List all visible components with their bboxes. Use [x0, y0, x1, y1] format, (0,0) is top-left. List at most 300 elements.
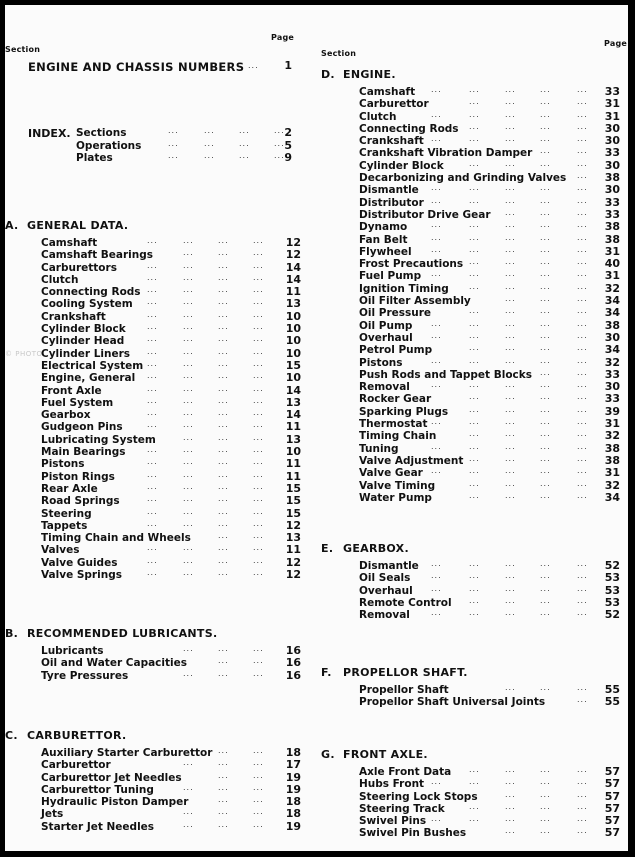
page-number: 40 [604, 257, 620, 271]
leader-dots: ... [431, 417, 442, 427]
leader-dots: ... [183, 334, 194, 344]
entry-label: Oil Filter Assembly [359, 295, 471, 308]
leader-dots: ... [253, 358, 264, 368]
page-number: 1 [284, 59, 292, 72]
leader-dots: ... [505, 765, 516, 774]
leader-dots: ... [505, 608, 516, 618]
leader-dots: ... [253, 445, 264, 455]
toc-entry[interactable] [41, 670, 301, 682]
leader-dots: ... [218, 285, 229, 295]
page-number: 14 [285, 408, 301, 422]
section-letter: D. [321, 68, 335, 81]
leader-dots: ... [469, 355, 480, 365]
leader-dots: ... [469, 121, 480, 131]
page-number: 19 [285, 782, 301, 796]
page-number: 53 [604, 571, 620, 585]
entry-label: Dismantle [359, 560, 419, 572]
leader-dots: ... [253, 469, 264, 479]
leader-dots: ... [540, 466, 551, 476]
page-column-header: Page [271, 33, 294, 42]
leader-dots: ... [183, 371, 194, 381]
entry-label: Rear Axle [41, 482, 98, 495]
leader-dots: ... [147, 358, 158, 368]
leader-dots: ... [540, 404, 551, 414]
entry-label: Fuel System [41, 396, 114, 409]
leader-dots: ... [505, 269, 516, 279]
leader-dots: ... [540, 441, 551, 451]
section-title: GEARBOX. [343, 542, 409, 555]
leader-dots: ... [218, 383, 229, 393]
leader-dots: ... [218, 656, 229, 666]
leader-dots: ... [218, 371, 229, 381]
entry-label: Oil and Water Capacities [41, 657, 187, 670]
leader-dots: ... [469, 490, 480, 500]
section-heading[interactable] [5, 729, 310, 743]
entry-label: Dismantle [359, 184, 419, 197]
leader-dots: ... [183, 432, 194, 442]
leader-dots: ... [540, 146, 551, 156]
leader-dots: ... [218, 297, 229, 307]
page-number: 33 [604, 392, 620, 406]
leader-dots: ... [469, 195, 480, 205]
leader-dots: ... [577, 158, 588, 168]
page-number: 57 [604, 765, 620, 778]
section-title: PROPELLOR SHAFT. [343, 666, 468, 679]
entry-list [359, 560, 620, 621]
leader-dots: ... [431, 608, 442, 618]
leader-dots: ... [577, 109, 588, 119]
leader-dots: ... [253, 481, 264, 491]
leader-dots: ... [505, 109, 516, 119]
leader-dots: ... [147, 568, 158, 578]
leader-dots: ... [469, 343, 480, 353]
leader-dots: ... [469, 571, 480, 581]
page-number: 13 [285, 432, 301, 446]
leader-dots: ... [253, 782, 264, 792]
leader-dots: ... [218, 644, 229, 653]
leader-dots: ... [505, 281, 516, 291]
leader-dots: ... [183, 297, 194, 307]
page-number: 33 [604, 207, 620, 221]
page-number: 32 [604, 429, 620, 443]
leader-dots: ... [577, 777, 588, 787]
entry-label: Ignition Timing [359, 282, 449, 295]
leader-dots: ... [577, 571, 588, 581]
toc-entry[interactable] [76, 152, 292, 165]
leader-dots: ... [218, 518, 229, 528]
toc-entry[interactable] [41, 821, 301, 833]
leader-dots: ... [505, 466, 516, 476]
page-number: 12 [285, 568, 301, 582]
leader-dots: ... [147, 395, 158, 405]
leader-dots: ... [239, 138, 250, 148]
leader-dots: ... [505, 294, 516, 304]
section-letter: F. [321, 666, 332, 679]
leader-dots: ... [248, 61, 259, 70]
entry-label: Plates [76, 152, 113, 164]
page-number: 11 [285, 457, 301, 471]
leader-dots: ... [505, 777, 516, 787]
leader-dots: ... [218, 432, 229, 442]
entry-label: Carburettor [41, 759, 111, 772]
entry-label: Removal [359, 609, 410, 622]
leader-dots: ... [577, 134, 588, 144]
leader-dots: ... [218, 758, 229, 768]
leader-dots: ... [218, 543, 229, 553]
leader-dots: ... [540, 571, 551, 581]
page-number: 39 [604, 404, 620, 418]
leader-dots: ... [469, 306, 480, 316]
leader-dots: ... [540, 85, 551, 94]
toc-entry[interactable] [41, 569, 301, 581]
section-title: CARBURETTOR. [27, 729, 127, 742]
section-column-header: Section [321, 49, 357, 58]
leader-dots: ... [540, 207, 551, 217]
leader-dots: ... [183, 285, 194, 295]
leader-dots: ... [469, 380, 480, 390]
page-number: 16 [285, 656, 301, 670]
section-a [5, 219, 310, 581]
leader-dots: ... [577, 232, 588, 242]
leader-dots: ... [253, 285, 264, 295]
leader-dots: ... [577, 417, 588, 427]
leader-dots: ... [505, 257, 516, 267]
leader-dots: ... [253, 297, 264, 307]
page-number: 14 [285, 383, 301, 397]
leader-dots: ... [274, 151, 285, 160]
leader-dots: ... [505, 404, 516, 414]
leader-dots: ... [469, 608, 480, 618]
leader-dots: ... [577, 429, 588, 439]
leader-dots: ... [147, 518, 158, 528]
page-number: 11 [285, 285, 301, 299]
leader-dots: ... [431, 232, 442, 242]
page-number: 30 [604, 183, 620, 197]
leader-dots: ... [577, 478, 588, 488]
entry-label: Oil Pump [359, 319, 413, 332]
leader-dots: ... [577, 183, 588, 193]
leader-dots: ... [505, 826, 516, 836]
entry-label: Camshaft Bearings [41, 249, 154, 262]
entry-label: Connecting Rods [359, 122, 459, 135]
leader-dots: ... [577, 269, 588, 279]
page-number: 17 [285, 758, 301, 772]
leader-dots: ... [469, 97, 480, 107]
leader-dots: ... [147, 236, 158, 245]
page-number: 32 [604, 281, 620, 295]
section-letter: G. [321, 748, 335, 761]
page-number: 5 [284, 138, 292, 152]
leader-dots: ... [253, 531, 264, 541]
leader-dots: ... [577, 595, 588, 605]
leader-dots: ... [431, 355, 442, 365]
page-number: 55 [604, 683, 620, 696]
leader-dots: ... [431, 466, 442, 476]
leader-dots: ... [540, 814, 551, 824]
leader-dots: ... [577, 367, 588, 377]
leader-dots: ... [540, 765, 551, 774]
leader-dots: ... [577, 441, 588, 451]
page-number: 11 [285, 469, 301, 483]
section-heading[interactable] [321, 748, 628, 762]
leader-dots: ... [183, 568, 194, 578]
leader-dots: ... [505, 330, 516, 340]
leader-dots: ... [505, 571, 516, 581]
section-heading[interactable] [5, 627, 310, 641]
toc-entry[interactable] [76, 127, 292, 140]
entry-label: Auxiliary Starter Carburettor [41, 747, 213, 759]
page-number: 10 [285, 371, 301, 385]
leader-dots: ... [540, 121, 551, 131]
entry-label: Overhaul [359, 331, 413, 344]
leader-dots: ... [505, 134, 516, 144]
entry-label: Steering Track [359, 802, 445, 815]
toc-entry[interactable] [359, 696, 620, 708]
leader-dots: ... [218, 795, 229, 805]
leader-dots: ... [253, 260, 264, 270]
entry-label: Distributor Drive Gear [359, 208, 491, 221]
leader-dots: ... [218, 346, 229, 356]
leader-dots: ... [147, 334, 158, 344]
leader-dots: ... [505, 158, 516, 168]
leader-dots: ... [505, 183, 516, 193]
leader-dots: ... [540, 801, 551, 811]
leader-dots: ... [218, 309, 229, 319]
page-number: 30 [604, 330, 620, 344]
entry-label: ENGINE AND CHASSIS NUMBERS [28, 60, 245, 74]
toc-entry[interactable] [359, 609, 620, 621]
toc-entry[interactable] [76, 140, 292, 153]
leader-dots: ... [147, 285, 158, 295]
section-heading[interactable] [5, 219, 310, 233]
leader-dots: ... [253, 371, 264, 381]
entry-label: Swivel Pin Bushes [359, 827, 467, 840]
leader-dots: ... [505, 85, 516, 94]
leader-dots: ... [147, 506, 158, 516]
leader-dots: ... [505, 195, 516, 205]
page-number: 30 [604, 158, 620, 172]
leader-dots: ... [218, 469, 229, 479]
leader-dots: ... [218, 445, 229, 455]
leader-dots: ... [183, 445, 194, 455]
leader-dots: ... [540, 244, 551, 254]
section-title: ENGINE. [343, 68, 396, 81]
entry-label: Cylinder Block [359, 159, 444, 172]
entry-list [41, 645, 301, 682]
leader-dots: ... [218, 481, 229, 491]
leader-dots: ... [540, 330, 551, 340]
leader-dots: ... [431, 195, 442, 205]
leader-dots: ... [540, 134, 551, 144]
leader-dots: ... [577, 392, 588, 402]
leader-dots: ... [218, 555, 229, 565]
leader-dots: ... [147, 260, 158, 270]
leader-dots: ... [577, 466, 588, 476]
leader-dots: ... [253, 644, 264, 653]
page-number: 31 [604, 417, 620, 431]
leader-dots: ... [253, 236, 264, 245]
leader-dots: ... [505, 207, 516, 217]
entry-label: Steering Lock Stops [359, 790, 478, 803]
page-number: 15 [285, 358, 301, 372]
leader-dots: ... [577, 244, 588, 254]
page-number: 15 [285, 481, 301, 495]
section-heading[interactable] [321, 666, 628, 680]
entry-label: Carburettor Jet Needles [41, 771, 182, 784]
entry-label: Hydraulic Piston Damper [41, 796, 189, 809]
entry-label: Lubricating System [41, 433, 156, 446]
entry-label: Valve Timing [359, 479, 436, 492]
leader-dots: ... [540, 583, 551, 593]
leader-dots: ... [540, 417, 551, 427]
leader-dots: ... [218, 334, 229, 344]
leader-dots: ... [168, 151, 179, 160]
leader-dots: ... [204, 151, 215, 160]
leader-dots: ... [183, 758, 194, 768]
toc-entry[interactable] [359, 492, 620, 504]
section-heading[interactable] [321, 68, 628, 82]
leader-dots: ... [505, 343, 516, 353]
leader-dots: ... [540, 490, 551, 500]
leader-dots: ... [540, 294, 551, 304]
leader-dots: ... [540, 306, 551, 316]
section-g [321, 748, 628, 840]
leader-dots: ... [469, 269, 480, 279]
entry-label: Lubricants [41, 645, 104, 657]
section-b [5, 627, 310, 682]
entry-label: Carburettors [41, 261, 117, 274]
leader-dots: ... [577, 355, 588, 365]
leader-dots: ... [147, 309, 158, 319]
leader-dots: ... [183, 309, 194, 319]
page-number: 57 [604, 777, 620, 791]
leader-dots: ... [540, 608, 551, 618]
page-number: 13 [285, 531, 301, 545]
engine-chassis-numbers-entry[interactable] [28, 60, 292, 76]
toc-entry[interactable] [359, 827, 620, 839]
leader-dots: ... [540, 478, 551, 488]
leader-dots: ... [147, 383, 158, 393]
leader-dots: ... [253, 568, 264, 578]
page-number: 15 [285, 506, 301, 520]
leader-dots: ... [469, 765, 480, 774]
leader-dots: ... [183, 236, 194, 245]
leader-dots: ... [253, 746, 264, 755]
leader-dots: ... [540, 826, 551, 836]
leader-dots: ... [147, 346, 158, 356]
leader-dots: ... [183, 383, 194, 393]
leader-dots: ... [469, 441, 480, 451]
leader-dots: ... [218, 408, 229, 418]
entry-label: Steering [41, 507, 92, 520]
leader-dots: ... [577, 683, 588, 692]
leader-dots: ... [183, 322, 194, 332]
leader-dots: ... [469, 777, 480, 787]
leader-dots: ... [183, 506, 194, 516]
page-number: 14 [285, 260, 301, 274]
leader-dots: ... [218, 506, 229, 516]
leader-dots: ... [147, 371, 158, 381]
leader-dots: ... [540, 559, 551, 568]
leader-dots: ... [577, 257, 588, 267]
page-number: 19 [285, 770, 301, 784]
entry-label: Sparking Plugs [359, 405, 449, 418]
leader-dots: ... [431, 318, 442, 328]
leader-dots: ... [239, 151, 250, 160]
leader-dots: ... [218, 807, 229, 817]
leader-dots: ... [469, 595, 480, 605]
leader-dots: ... [253, 807, 264, 817]
leader-dots: ... [431, 380, 442, 390]
section-f [321, 666, 628, 709]
leader-dots: ... [577, 146, 588, 156]
leader-dots: ... [431, 220, 442, 230]
leader-dots: ... [540, 595, 551, 605]
entry-label: Sections [76, 127, 127, 139]
leader-dots: ... [218, 272, 229, 282]
page-number: 31 [604, 109, 620, 123]
page-number: 10 [285, 445, 301, 459]
leader-dots: ... [577, 559, 588, 568]
page-number: 38 [604, 318, 620, 332]
leader-dots: ... [577, 583, 588, 593]
page-number: 2 [284, 126, 292, 139]
entry-label: Valve Springs [41, 569, 122, 582]
page-number: 33 [604, 146, 620, 160]
leader-dots: ... [218, 668, 229, 678]
page-number: 12 [285, 248, 301, 262]
leader-dots: ... [469, 281, 480, 291]
leader-dots: ... [577, 207, 588, 217]
leader-dots: ... [577, 294, 588, 304]
leader-dots: ... [253, 656, 264, 666]
leader-dots: ... [253, 770, 264, 780]
entry-label: Starter Jet Needles [41, 820, 155, 833]
leader-dots: ... [577, 453, 588, 463]
leader-dots: ... [253, 395, 264, 405]
leader-dots: ... [147, 420, 158, 430]
leader-dots: ... [577, 801, 588, 811]
leader-dots: ... [505, 789, 516, 799]
leader-dots: ... [183, 543, 194, 553]
leader-dots: ... [274, 138, 285, 148]
leader-dots: ... [469, 429, 480, 439]
page-number: 10 [285, 322, 301, 336]
leader-dots: ... [431, 109, 442, 119]
entry-label: Tappets [41, 519, 88, 532]
section-heading[interactable] [321, 542, 628, 556]
leader-dots: ... [218, 420, 229, 430]
leader-dots: ... [540, 343, 551, 353]
page-number: 33 [604, 85, 620, 98]
leader-dots: ... [469, 466, 480, 476]
section-title: GENERAL DATA. [27, 219, 129, 232]
entry-list [41, 237, 301, 581]
leader-dots: ... [183, 346, 194, 356]
leader-dots: ... [431, 814, 442, 824]
section-letter: A. [5, 219, 19, 232]
leader-dots: ... [540, 232, 551, 242]
leader-dots: ... [253, 272, 264, 282]
leader-dots: ... [431, 583, 442, 593]
entry-label: Tuning [359, 442, 399, 455]
leader-dots: ... [253, 457, 264, 467]
entry-list [359, 684, 620, 709]
entry-label: Road Springs [41, 495, 120, 508]
leader-dots: ... [183, 555, 194, 565]
leader-dots: ... [469, 330, 480, 340]
leader-dots: ... [218, 819, 229, 829]
